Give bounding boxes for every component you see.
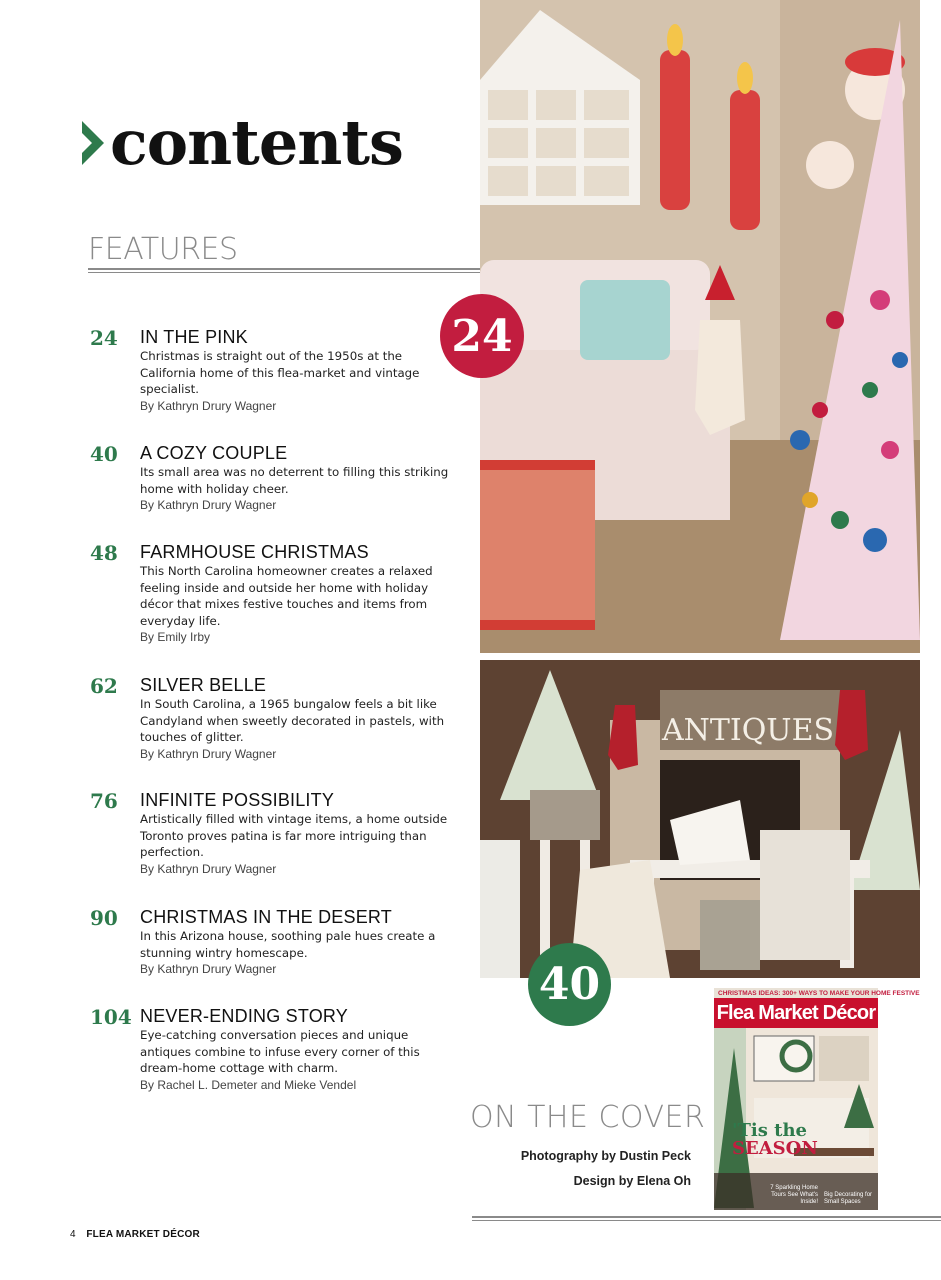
feature-description: In South Carolina, a 1965 bungalow feels a bit like Candyland when sweetly decorated in pastels, with touches of glitter.: [140, 697, 445, 744]
magazine-name: FLEA MARKET DÉCOR: [86, 1229, 200, 1240]
feature-page-number: 76: [90, 789, 118, 813]
feature-title[interactable]: A COZY COUPLE: [140, 443, 288, 463]
feature-page-number: 62: [90, 674, 118, 698]
feature-page-number: 104: [90, 1005, 132, 1029]
feature-title[interactable]: NEVER-ENDING STORY: [140, 1006, 348, 1026]
on-the-cover-heading: ON THE COVER: [470, 1100, 706, 1135]
divider: [472, 1220, 941, 1221]
page-badge-40[interactable]: 40: [528, 943, 611, 1026]
feature-title[interactable]: IN THE PINK: [140, 327, 248, 347]
divider: [88, 268, 480, 270]
feature-byline: By Kathryn Drury Wagner: [140, 746, 277, 761]
design-credit: Design by Elena Oh: [573, 1174, 691, 1188]
feature-description: This North Carolina homeowner creates a relaxed feeling inside and outside her home with holiday décor that mixes festive touches and items from everyday life.: [140, 564, 433, 628]
page-number: 4: [70, 1229, 76, 1240]
feature-description: In this Arizona house, soothing pale hues create a stunning wintry homescape.: [140, 929, 436, 960]
feature-description: Artistically filled with vintage items, a home outside Toronto proves patina is far more intriguing than perfection.: [140, 812, 448, 859]
divider: [88, 272, 480, 273]
feature-page-number: 40: [90, 442, 118, 466]
feature-byline: By Emily Irby: [140, 630, 211, 644]
feature-title[interactable]: CHRISTMAS IN THE DESERT: [140, 907, 392, 927]
cover-headline: 'Tis the SEASON: [732, 1120, 818, 1159]
feature-description: Eye-catching conversation pieces and unique antiques combine to infuse every corner of this dream-home cottage with charm.: [140, 1028, 420, 1075]
arrow-icon: [80, 119, 106, 167]
feature-description: Its small area was no deterrent to filling this striking home with holiday cheer.: [140, 465, 449, 496]
feature-byline: By Kathryn Drury Wagner: [140, 861, 277, 876]
pink-room-illustration: [480, 0, 920, 653]
feature-title[interactable]: INFINITE POSSIBILITY: [140, 790, 335, 810]
features-heading: FEATURES: [88, 232, 238, 267]
feature-byline: By Kathryn Drury Wagner: [140, 498, 277, 512]
cover-tagline: CHRISTMAS IDEAS: 300+ WAYS TO MAKE YOUR HOME FESTIVE: [718, 990, 920, 997]
feature-page-number: 24: [90, 326, 118, 350]
feature-title[interactable]: SILVER BELLE: [140, 675, 267, 695]
feature-byline: By Rachel L. Demeter and Mieke Vendel: [140, 1077, 357, 1092]
feature-page-number: 90: [90, 906, 118, 930]
page-badge-24[interactable]: 24: [440, 294, 524, 378]
page-title: contents: [110, 106, 403, 179]
contents-title: [80, 106, 403, 179]
feature-photo-pink-room[interactable]: [480, 0, 920, 653]
cover-footer-left: 7 Sparkling Home Tours See What's Inside!: [770, 1185, 818, 1205]
antiques-illustration: [480, 660, 920, 978]
feature-page-number: 48: [90, 541, 118, 565]
cover-footer-right: Big Decorating for Small Spaces: [824, 1192, 873, 1205]
feature-title[interactable]: FARMHOUSE CHRISTMAS: [140, 542, 369, 562]
magazine-cover[interactable]: [714, 988, 920, 1210]
feature-description: Christmas is straight out of the 1950s at the California home of this flea-market and vintage specialist.: [140, 349, 420, 396]
divider: [472, 1216, 941, 1218]
photography-credit: Photography by Dustin Peck: [520, 1149, 691, 1163]
page-footer: [70, 1229, 200, 1240]
antiques-sign-text: ANTIQUES: [661, 713, 835, 748]
feature-photo-antiques[interactable]: [480, 660, 920, 978]
feature-byline: By Kathryn Drury Wagner: [140, 398, 277, 413]
cover-masthead: Flea Market Décor: [714, 998, 878, 1028]
feature-byline: By Kathryn Drury Wagner: [140, 962, 277, 976]
